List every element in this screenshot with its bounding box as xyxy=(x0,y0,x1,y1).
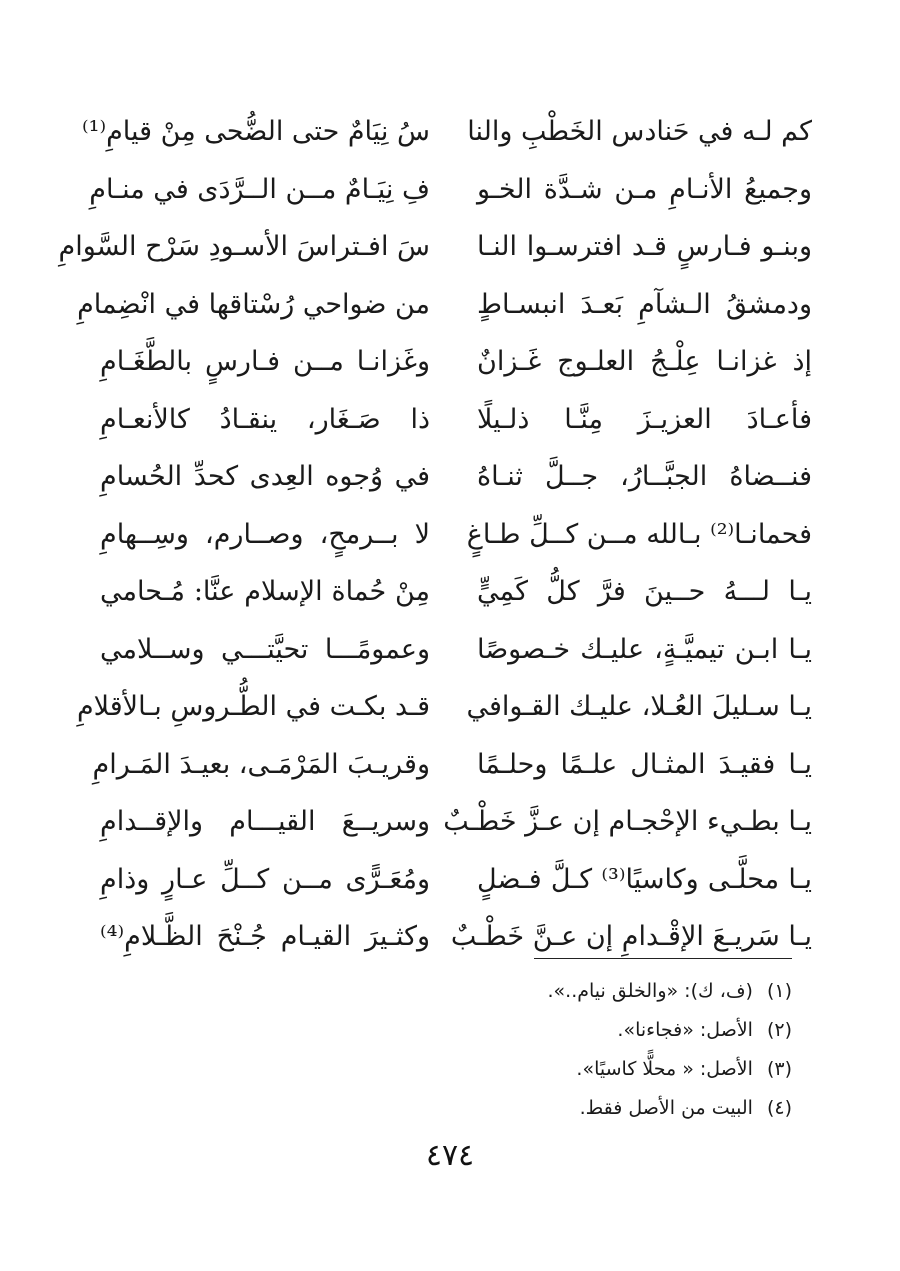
verse xyxy=(77,285,812,343)
footnotes xyxy=(372,972,792,1128)
verse-second-hemistich: سَ افـتراسَ الأسـودِ سَرْح السَّوامِ xyxy=(58,231,430,262)
verse xyxy=(100,457,812,515)
verse-second-hemistich: وغَزانـا مــن فـارسٍ بالطَّغَـامِ xyxy=(100,346,430,377)
verse-second-hemistich: وقريـبَ المَرْمَـى، بعيـدَ المَـرامِ xyxy=(92,748,430,780)
footnote xyxy=(372,1011,792,1050)
poem xyxy=(58,112,813,975)
verse xyxy=(100,572,812,630)
verse xyxy=(100,515,812,573)
verse xyxy=(100,917,812,975)
verse xyxy=(100,802,812,860)
verse-first-hemistich: وبنـو فـارسٍ قـد افترسـوا النـا xyxy=(477,231,812,262)
footnote-number: (٢) xyxy=(766,1019,792,1041)
verse xyxy=(100,400,812,458)
verse xyxy=(58,227,812,285)
verse-first-hemistich: فحمانـا⁽²⁾ بـالله مــن كــلِّ طـاغٍ xyxy=(466,518,812,550)
verse-second-hemistich: لا بــرمحٍ، وصــارم، وسِــهامِ xyxy=(100,518,430,550)
footnote-number: (٣) xyxy=(766,1058,792,1080)
verse xyxy=(92,745,812,803)
footnote xyxy=(372,1089,792,1128)
footnote-text: الأصل: « محلًّا كاسيًا». xyxy=(576,1058,753,1080)
footnote xyxy=(372,1050,792,1089)
footnote-divider xyxy=(534,958,792,959)
verse-second-hemistich: من ضواحي رُسْتاقها في انْضِمامِ xyxy=(77,288,430,320)
verse-first-hemistich: كم لـه في حَنادس الخَطْبِ والنا xyxy=(467,116,812,147)
verse xyxy=(100,342,812,400)
verse-first-hemistich: يـا سـليلَ العُـلا، عليـك القـوافي xyxy=(466,691,812,722)
verse-second-hemistich: وسريــعَ القيـــام والإقــدامِ xyxy=(100,806,430,837)
verse-second-hemistich: سُ نِيَامٌ حتى الضُّحى مِنْ قيامِ⁽¹⁾ xyxy=(81,116,430,147)
verse xyxy=(81,112,812,170)
verse-first-hemistich: يـا ابـن تيميَّـةٍ، عليـك خـصوصًا xyxy=(477,633,812,665)
verse-second-hemistich: قـد بكـت في الطُّـروسِ بـالأقلامِ xyxy=(76,691,430,722)
verse-first-hemistich: يـا لـــهُ حــينَ فرَّ كلُّ كَمِيٍّ xyxy=(477,576,812,607)
footnote-number: (١) xyxy=(766,980,792,1002)
footnote-text: البيت من الأصل فقط. xyxy=(579,1097,753,1119)
verse-first-hemistich: وجميعُ الأنـامِ مـن شـدَّة الخـو xyxy=(477,173,812,205)
verse xyxy=(89,170,812,228)
footnote-text: الأصل: «فجاءنا». xyxy=(617,1019,753,1041)
verse-first-hemistich: يـا فقيـدَ المثـال علـمًا وحلـمًا xyxy=(477,748,812,780)
footnote-number: (٤) xyxy=(766,1097,792,1119)
verse xyxy=(76,687,812,745)
verse-first-hemistich: إذ غزانـا عِلْـجُ العلـوج غَـزانٌ xyxy=(477,346,812,377)
footnote xyxy=(372,972,792,1011)
verse-second-hemistich: مِنْ حُماة الإسلام عنَّا: مُـحامي xyxy=(100,576,430,607)
verse-first-hemistich: يـا سَريـعَ الإقْـدامِ إن عـنَّ خَطْـبٌ xyxy=(450,921,812,952)
verse xyxy=(100,860,812,918)
verse xyxy=(100,630,812,688)
verse-first-hemistich: يـا محلَّـى وكاسيًا⁽³⁾ كـلَّ فـضلٍ xyxy=(477,863,813,895)
verse-second-hemistich: فِ نِيَـامٌ مــن الــرَّدَى في منـامِ xyxy=(89,173,430,205)
verse-first-hemistich: ودمشقُ الـشآمِ بَعـدَ انبسـاطٍ xyxy=(477,288,812,320)
verse-first-hemistich: فنــضاهُ الجبَّــارُ، جــلَّ ثنـاهُ xyxy=(477,461,812,492)
verse-second-hemistich: ومُعَـرًّى مــن كــلِّ عـارٍ وذامِ xyxy=(100,863,430,895)
verse-second-hemistich: وكثـيرَ القيـام جُـنْحَ الظَّـلامِ⁽⁴⁾ xyxy=(100,921,430,952)
footnote-text: (ف، ك): «والخلق نيام..». xyxy=(547,980,753,1002)
verse-second-hemistich: في وُجوه العِدى كحدِّ الحُسامِ xyxy=(100,461,430,492)
verse-second-hemistich: ذا صَـغَار، ينقـادُ كالأنعـامِ xyxy=(100,403,430,435)
page-number: ٤٧٤ xyxy=(425,1138,475,1173)
verse-first-hemistich: يـا بطـيء الإحْجـام إن عـزَّ خَطْـبٌ xyxy=(443,806,812,837)
verse-first-hemistich: فأعـادَ العزيـزَ مِنَّـا ذلـيلًا xyxy=(477,403,812,435)
verse-second-hemistich: وعمومًـــا تحيَّتـــي وســلامي xyxy=(100,633,430,665)
